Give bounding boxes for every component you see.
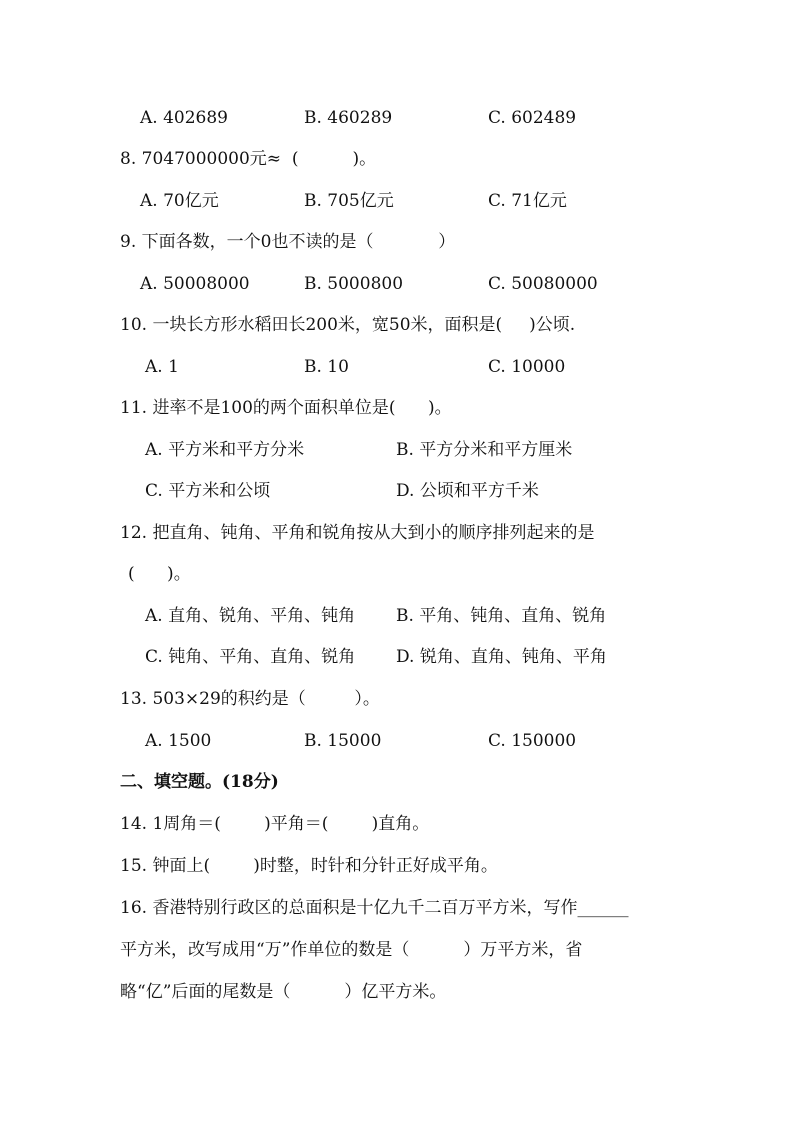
q12-option-a: A. 直角、锐角、平角、钝角 [145, 606, 356, 626]
q13-option-a: A. 1500 [145, 731, 212, 751]
q10-option-a: A. 1 [145, 357, 179, 377]
q10-option-c: C. 10000 [488, 357, 566, 377]
q9-option-b: B. 5000800 [304, 274, 404, 294]
q16-line-3: 略“亿”后面的尾数是（ ）亿平方米。 [120, 982, 447, 1002]
q12-option-b: B. 平角、钝角、直角、锐角 [396, 606, 607, 626]
q8-option-b: B. 705亿元 [304, 191, 394, 211]
q11-stem: 11. 进率不是100的两个面积单位是( )。 [120, 398, 452, 418]
q7-option-a: A. 402689 [140, 108, 228, 128]
q11-option-c: C. 平方米和公顷 [145, 481, 271, 501]
q9-stem: 9. 下面各数，一个0也不读的是（ ） [120, 232, 456, 252]
q12-option-c: C. 钝角、平角、直角、锐角 [145, 647, 356, 667]
q8-option-a: A. 70亿元 [140, 191, 219, 211]
q11-option-a: A. 平方米和平方分米 [145, 440, 305, 460]
q15-stem: 15. 钟面上( )时整，时针和分针正好成平角。 [120, 856, 498, 876]
section-heading: 二、填空题。(18分) [120, 772, 279, 792]
q13-option-b: B. 15000 [304, 731, 382, 751]
q7-option-b: B. 460289 [304, 108, 393, 128]
q8-stem: 8. 7047000000元≈ ( )。 [120, 149, 377, 169]
q13-stem: 13. 503×29的积约是（ ）。 [120, 689, 380, 709]
q11-option-d: D. 公顷和平方千米 [396, 481, 539, 501]
q12-blank: ( )。 [128, 564, 191, 584]
q9-option-c: C. 50080000 [488, 274, 598, 294]
q16-line-1: 16. 香港特别行政区的总面积是十亿九千二百万平方米，写作______ [120, 898, 629, 918]
q16-line-2: 平方米，改写成用“万”作单位的数是（ ）万平方米，省 [120, 940, 583, 960]
q12-stem: 12. 把直角、钝角、平角和锐角按从大到小的顺序排列起来的是 [120, 523, 595, 543]
q9-option-a: A. 50008000 [140, 274, 250, 294]
q11-option-b: B. 平方分米和平方厘米 [396, 440, 573, 460]
q8-option-c: C. 71亿元 [488, 191, 567, 211]
q13-option-c: C. 150000 [488, 731, 577, 751]
q7-option-c: C. 602489 [488, 108, 577, 128]
q14-stem: 14. 1周角＝( )平角＝( )直角。 [120, 814, 430, 834]
q12-option-d: D. 锐角、直角、钝角、平角 [396, 647, 607, 667]
q10-option-b: B. 10 [304, 357, 349, 377]
q10-stem: 10. 一块长方形水稻田长200米，宽50米，面积是( )公顷. [120, 315, 576, 335]
